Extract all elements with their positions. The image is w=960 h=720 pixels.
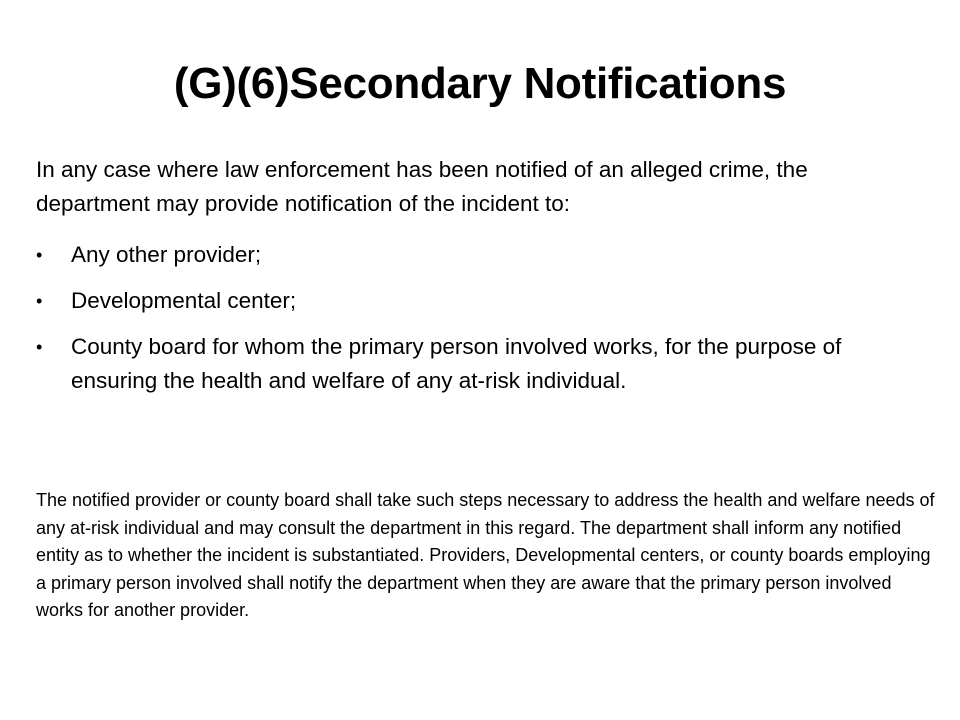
intro-paragraph: In any case where law enforcement has been notified of an alleged crime, the department may provide notification of the incident to: bbox=[36, 157, 808, 216]
bullet-icon: • bbox=[36, 337, 43, 357]
bullet-icon: • bbox=[36, 291, 43, 311]
slide-title: (G)(6)Secondary Notifications bbox=[173, 59, 787, 108]
bullet-text: County board for whom the primary person involved works, for the purpose of ensuring the health and welfare of any at-risk individual. bbox=[71, 334, 842, 393]
bullet-icon: • bbox=[36, 245, 43, 265]
bullet-text: Developmental center; bbox=[71, 288, 297, 313]
bullet-list bbox=[36, 238, 916, 410]
bullet-item-provider bbox=[36, 238, 916, 272]
bullet-item-developmental-center bbox=[36, 284, 916, 318]
bullet-item-county-board bbox=[36, 330, 916, 398]
closing-paragraph: The notified provider or county board shall take such steps necessary to address the health and welfare needs of any at-risk individual and may consult the department in this regard. The department shall inform any notified entity as to whether the incident is substantiated. Providers, Developmental centers, or county boards employing a primary person involved shall notify the department when they are aware that the primary person involved works for another provider. bbox=[36, 490, 935, 620]
bullet-text: Any other provider; bbox=[71, 242, 262, 267]
